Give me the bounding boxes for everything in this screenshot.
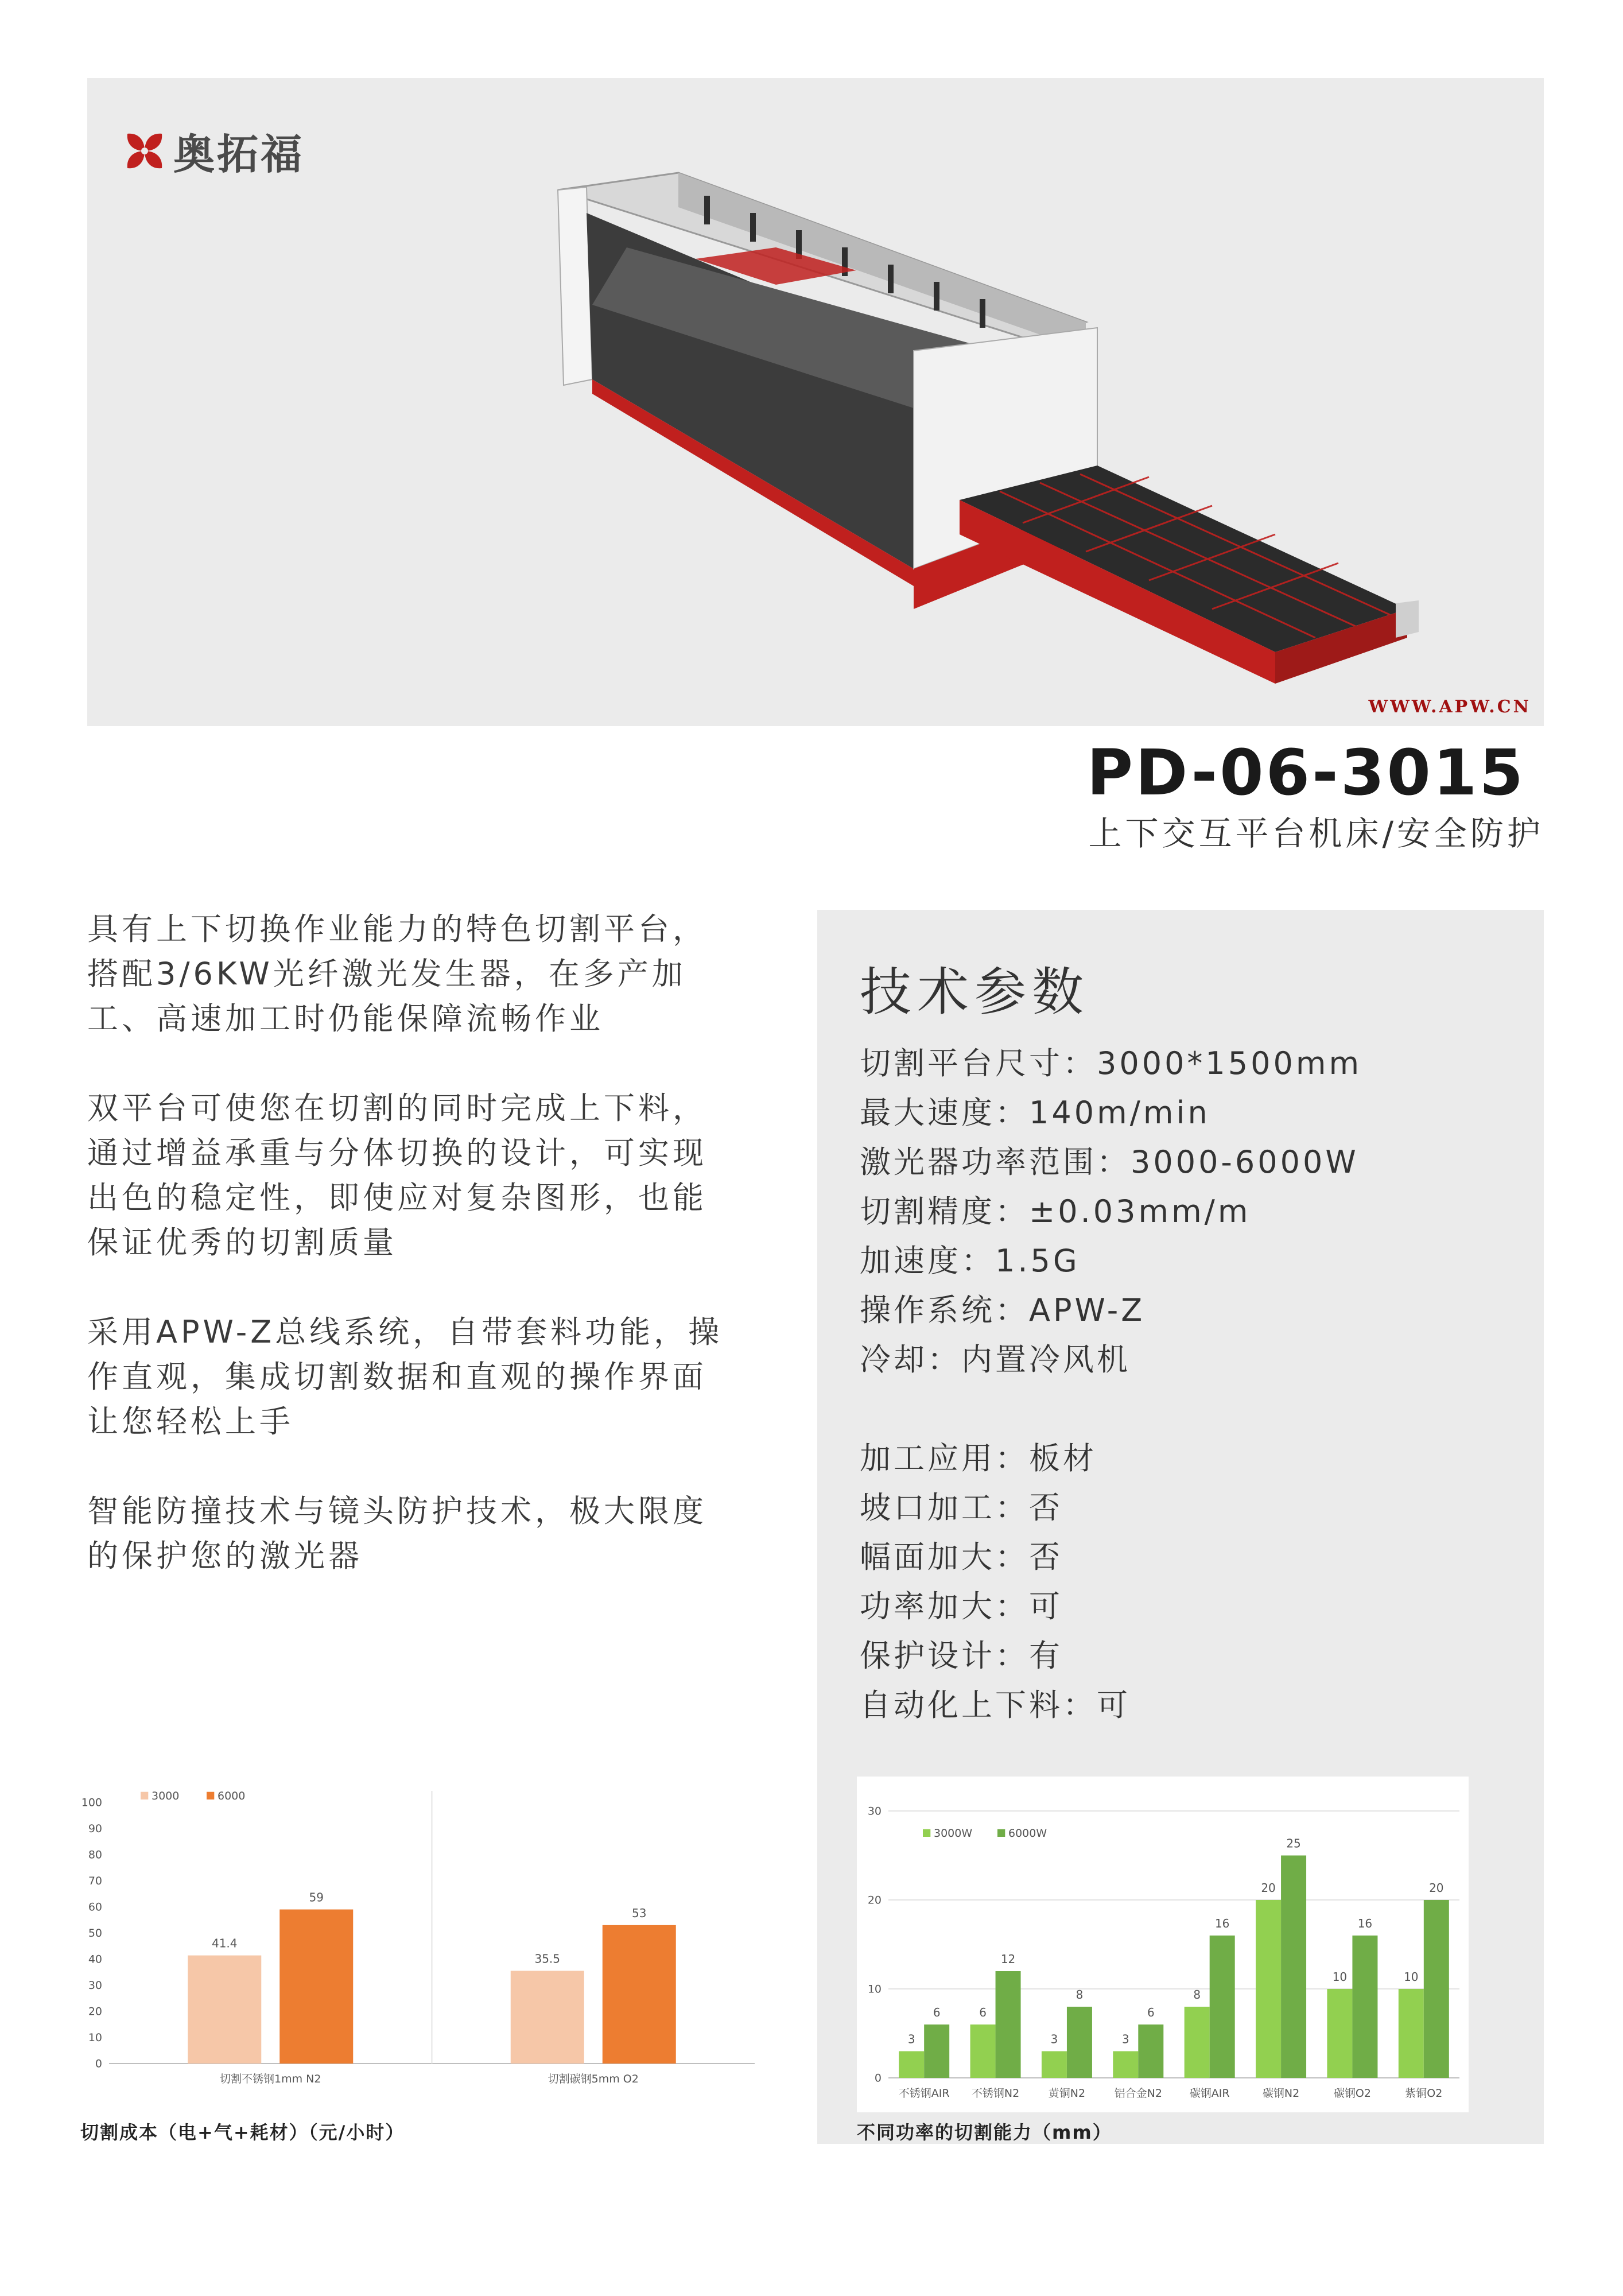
data-label: 53 bbox=[632, 1906, 647, 1920]
bar-3000W bbox=[1042, 2051, 1067, 2078]
bar-3000W bbox=[1185, 2007, 1210, 2078]
legend-swatch bbox=[207, 1792, 214, 1799]
x-tick-label: 铝合金N2 bbox=[1114, 2087, 1162, 2100]
x-tick-label: 碳钢N2 bbox=[1262, 2087, 1300, 2100]
y-tick-label: 80 bbox=[88, 1848, 102, 1861]
spec-row: 最大速度：140m/min bbox=[860, 1095, 1210, 1131]
bar-6000W bbox=[1067, 2007, 1092, 2078]
bar-3000 bbox=[188, 1956, 261, 2064]
y-tick-label: 30 bbox=[88, 1979, 102, 1992]
cutting-capacity-chart-svg bbox=[857, 1777, 1469, 2112]
data-label: 41.4 bbox=[211, 1936, 238, 1950]
x-tick-label: 碳钢AIR bbox=[1189, 2087, 1230, 2100]
x-tick-label: 紫铜O2 bbox=[1405, 2087, 1443, 2100]
spec-row: 加速度：1.5G bbox=[860, 1243, 1080, 1279]
spec-row: 自动化上下料：可 bbox=[860, 1687, 1131, 1723]
data-label: 10 bbox=[1404, 1970, 1419, 1984]
description-paragraph: 采用APW-Z总线系统，自带套料功能，操作直观，集成切割数据和直观的操作界面让您轻松上手 bbox=[87, 1314, 723, 1440]
data-label: 8 bbox=[1075, 1988, 1084, 2002]
spec-row: 切割平台尺寸：3000*1500mm bbox=[860, 1045, 1362, 1081]
y-tick-label: 10 bbox=[867, 1983, 882, 1996]
bar-3000W bbox=[1113, 2051, 1138, 2078]
legend-label: 6000 bbox=[218, 1790, 246, 1802]
brand-logo bbox=[122, 121, 304, 181]
spec-row: 幅面加大：否 bbox=[860, 1539, 1063, 1575]
bar-3000W bbox=[970, 2024, 996, 2078]
spec-row: 坡口加工：否 bbox=[860, 1490, 1063, 1526]
x-tick-label: 不锈钢N2 bbox=[971, 2087, 1020, 2100]
bar-6000W bbox=[1210, 1936, 1235, 2078]
y-tick-label: 30 bbox=[867, 1805, 882, 1818]
y-tick-label: 20 bbox=[88, 2005, 102, 2018]
bar-6000 bbox=[279, 1910, 353, 2064]
bar-6000W bbox=[1424, 1900, 1449, 2078]
product-subtitle: 上下交互平台机床/安全防护 bbox=[1088, 814, 1544, 853]
cutting-capacity-caption: 不同功率的切割能力（mm） bbox=[857, 2122, 1112, 2143]
cutting-capacity-chart bbox=[857, 1777, 1469, 2112]
website-url: WWW.APW.CN bbox=[1368, 697, 1531, 717]
x-tick-label: 黄铜N2 bbox=[1048, 2087, 1086, 2100]
description-paragraph: 双平台可使您在切割的同时完成上下料，通过增益承重与分体切换的设计，可实现出色的稳定性，即使应对复杂图形，也能保证优秀的切割质量 bbox=[87, 1090, 707, 1261]
bar-3000W bbox=[1327, 1989, 1352, 2078]
spec-row: 功率加大：可 bbox=[860, 1588, 1063, 1624]
hero-image-panel bbox=[87, 78, 1544, 726]
brand-logo-icon bbox=[122, 128, 168, 174]
brand-name: 奥拓福 bbox=[173, 130, 305, 179]
bar-3000 bbox=[511, 1971, 584, 2064]
x-tick-label: 切割不锈钢1mm N2 bbox=[220, 2073, 321, 2085]
data-label: 16 bbox=[1214, 1917, 1230, 1930]
data-label: 6 bbox=[933, 2006, 941, 2019]
data-label: 6 bbox=[1147, 2006, 1155, 2019]
spec-row: 切割精度：±0.03mm/m bbox=[860, 1193, 1251, 1230]
data-label: 6 bbox=[979, 2006, 987, 2019]
data-label: 3 bbox=[1050, 2032, 1058, 2046]
data-label: 8 bbox=[1193, 1988, 1201, 2002]
data-label: 12 bbox=[1000, 1952, 1016, 1966]
bar-6000W bbox=[924, 2024, 949, 2078]
laser-cutting-machine-illustration bbox=[455, 133, 1488, 707]
data-label: 3 bbox=[1121, 2032, 1129, 2046]
y-tick-label: 90 bbox=[88, 1822, 102, 1836]
legend-label: 3000W bbox=[934, 1827, 973, 1840]
cutting-cost-caption: 切割成本（电+气+耗材）（元/小时） bbox=[80, 2122, 405, 2143]
y-tick-label: 0 bbox=[95, 2057, 102, 2070]
bar-6000W bbox=[1281, 1856, 1306, 2078]
description-paragraph: 具有上下切换作业能力的特色切割平台，搭配3/6KW光纤激光发生器，在多产加工、高速加工时仍能保障流畅作业 bbox=[87, 911, 707, 1037]
y-tick-label: 20 bbox=[867, 1894, 882, 1907]
y-tick-label: 10 bbox=[88, 2031, 102, 2045]
y-tick-label: 100 bbox=[81, 1796, 102, 1809]
data-label: 25 bbox=[1286, 1836, 1301, 1851]
data-label: 3 bbox=[907, 2032, 915, 2046]
bar-6000W bbox=[1352, 1936, 1377, 2078]
data-label: 59 bbox=[309, 1890, 324, 1905]
product-description bbox=[87, 907, 730, 1623]
x-tick-label: 碳钢O2 bbox=[1333, 2087, 1371, 2100]
data-label: 10 bbox=[1332, 1970, 1348, 1984]
cutting-cost-chart-svg bbox=[77, 1782, 763, 2092]
y-tick-label: 70 bbox=[88, 1875, 102, 1888]
spec-row: 保护设计：有 bbox=[860, 1638, 1063, 1674]
spec-title: 技术参数 bbox=[860, 962, 1089, 1022]
legend-swatch bbox=[997, 1829, 1005, 1837]
spec-row: 操作系统：APW-Z bbox=[860, 1292, 1146, 1328]
product-model: PD-06-3015 bbox=[1086, 736, 1525, 809]
bar-3000W bbox=[1256, 1900, 1281, 2078]
data-label: 35.5 bbox=[534, 1952, 561, 1966]
data-label: 16 bbox=[1357, 1917, 1373, 1930]
spec-row: 冷却：内置冷风机 bbox=[860, 1341, 1131, 1378]
data-label: 20 bbox=[1261, 1881, 1276, 1895]
bar-6000W bbox=[1138, 2024, 1163, 2078]
cutting-cost-chart bbox=[77, 1782, 763, 2092]
legend-label: 6000W bbox=[1008, 1827, 1047, 1840]
bar-6000W bbox=[996, 1971, 1021, 2078]
x-tick-label: 切割碳钢5mm O2 bbox=[548, 2073, 639, 2085]
spec-divider bbox=[860, 1384, 1362, 1434]
spec-row: 激光器功率范围：3000-6000W bbox=[860, 1144, 1359, 1180]
spec-list bbox=[860, 1039, 1362, 1730]
data-label: 20 bbox=[1429, 1881, 1444, 1895]
y-tick-label: 40 bbox=[88, 1953, 102, 1966]
legend-label: 3000 bbox=[152, 1790, 180, 1802]
bar-3000W bbox=[899, 2051, 924, 2078]
description-paragraph: 智能防撞技术与镜头防护技术，极大限度的保护您的激光器 bbox=[87, 1493, 707, 1574]
bar-6000 bbox=[603, 1925, 676, 2064]
x-tick-label: 不锈钢AIR bbox=[898, 2087, 950, 2100]
y-tick-label: 50 bbox=[88, 1927, 102, 1940]
y-tick-label: 0 bbox=[874, 2072, 882, 2085]
y-tick-label: 60 bbox=[88, 1901, 102, 1914]
spec-row: 加工应用：板材 bbox=[860, 1440, 1097, 1476]
legend-swatch bbox=[141, 1792, 148, 1799]
bar-3000W bbox=[1399, 1989, 1424, 2078]
legend-swatch bbox=[923, 1829, 930, 1837]
